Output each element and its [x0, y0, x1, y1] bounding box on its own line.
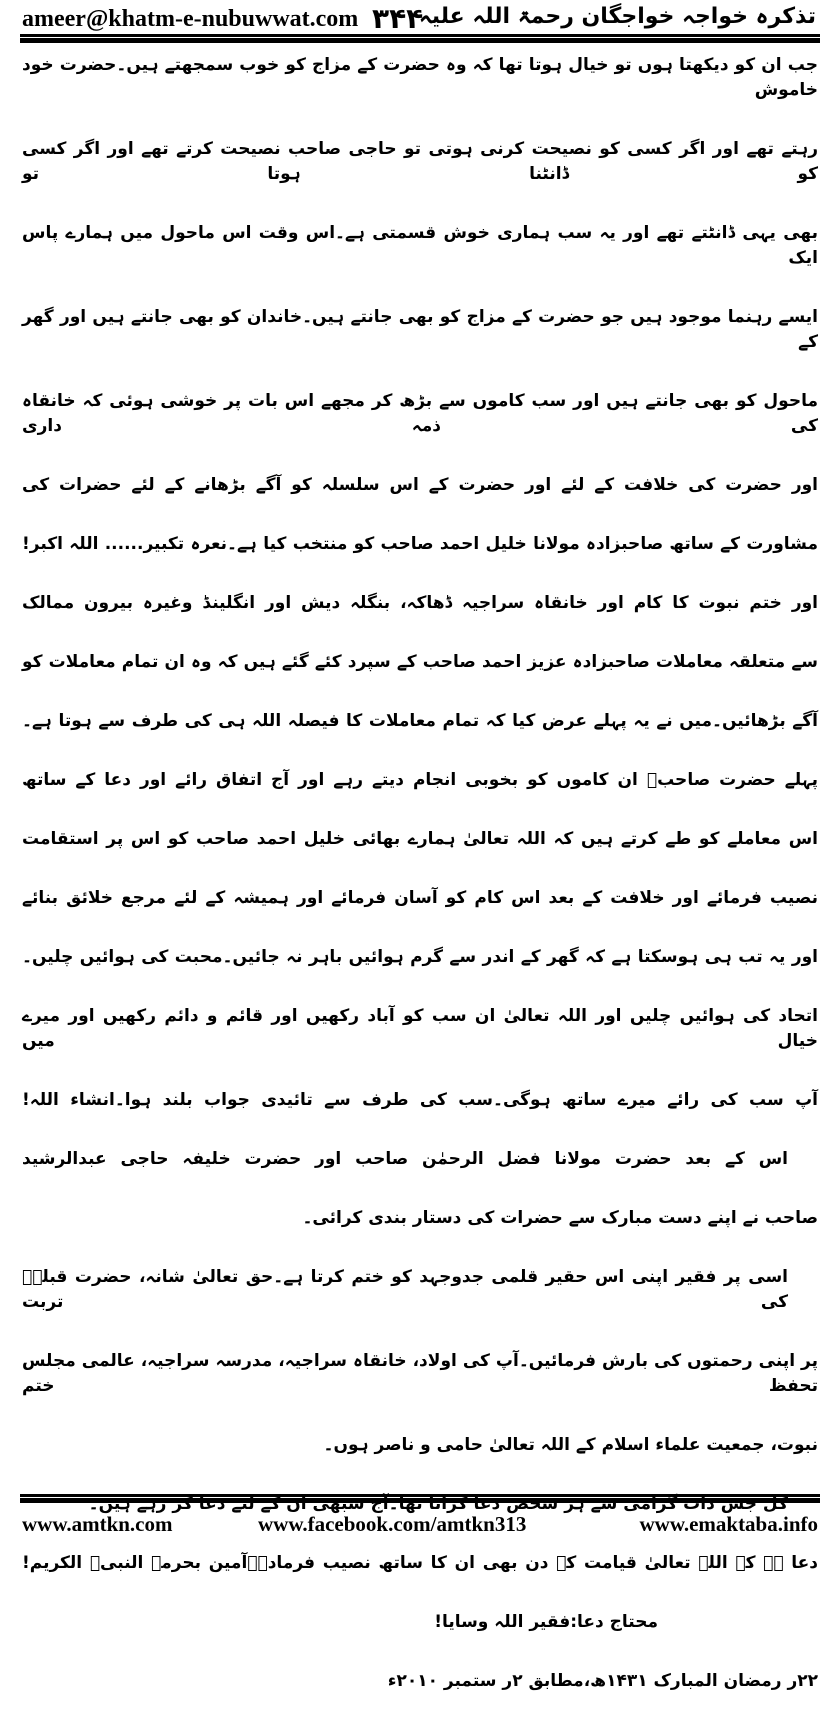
page-number: ۳۴۴	[372, 2, 424, 35]
text-line: اس معاملے کو طے کرتے ہیں کہ اللہ تعالیٰ ہمارے بھائی خلیل احمد صاحب کو اس پر استقامت	[22, 829, 818, 849]
header-email: ameer@khatm-e-nubuwwat.com	[22, 6, 359, 32]
footer-link-amtkn[interactable]: www.amtkn.com	[22, 1512, 173, 1536]
page-body	[22, 36, 818, 1711]
date-line: ۲۲ر رمضان المبارک ۱۴۳۱ھ،مطابق ۲ر ستمبر ۲۰۱۰ء	[387, 1671, 818, 1691]
footer-link-facebook[interactable]: www.facebook.com/amtkn313	[258, 1512, 527, 1536]
text-line: اور یہ تب ہی ہوسکتا ہے کہ گھر کے اندر سے گرم ہوائیں باہر نہ جائیں۔محبت کی ہوائیں چلیں۔	[22, 947, 818, 967]
text-line: اسی پر فقیر اپنی اس حقیر قلمی جدوجہد کو ختم کرتا ہے۔حق تعالیٰ شانہ، حضرت قبلہؒ کی تربت	[22, 1267, 788, 1312]
text-line: ماحول کو بھی جانتے ہیں اور سب کاموں سے بڑھ کر مجھے اس بات پر خوشی ہوئی کہ خانقاہ کی ذمہ داری	[22, 391, 818, 436]
text-line: اور ختم نبوت کا کام اور خانقاہ سراجیہ ڈھاکہ، بنگلہ دیش اور انگلینڈ وغیرہ بیرون ممالک	[22, 593, 818, 613]
text-line: اس کے بعد حضرت مولانا فضل الرحمٰن صاحب اور حضرت خلیفہ حاجی عبدالرشید	[22, 1149, 788, 1169]
book-title: تذکرہ خواجہ خواجگان رحمۃ اللہ علیہ	[418, 4, 816, 29]
footer-rule	[20, 1494, 820, 1503]
text-line: پر اپنی رحمتوں کی بارش فرمائیں۔آپ کی اولاد، خانقاہ سراجیہ، مدرسہ سراجیہ، عالمی مجلس تحفظ ختم	[22, 1351, 818, 1396]
text-line: بھی یہی ڈانٹتے تھے اور یہ سب ہماری خوش قسمتی ہے۔اس وقت اس ماحول میں ہمارے پاس ایک	[22, 223, 818, 268]
text-line: اتحاد کی ہوائیں چلیں اور اللہ تعالیٰ ان سب کو آباد رکھیں اور قائم و دائم رکھیں اور میرے خیال میں	[22, 1006, 818, 1051]
footer-link-emaktaba[interactable]: www.emaktaba.info	[639, 1512, 818, 1536]
text-line: سے متعلقہ معاملات صاحبزادہ عزیز احمد صاحب کے سپرد کئے گئے ہیں کہ وہ ان تمام معاملات کو	[22, 652, 818, 672]
text-line: جب ان کو دیکھتا ہوں تو خیال ہوتا تھا کہ وہ حضرت کے مزاج کو خوب سمجھتے ہیں۔حضرت خود خاموش	[22, 55, 818, 100]
text-line: آپ سب کی رائے میرے ساتھ ہوگی۔سب کی طرف سے تائیدی جواب بلند ہوا۔انشاء اللہ!	[22, 1090, 818, 1110]
text-line: پہلے حضرت صاحبؒ ان کاموں کو بخوبی انجام دیتے رہے اور آج اتفاق رائے اور دعا کے ساتھ	[22, 770, 818, 790]
text-line: آگے بڑھائیں۔میں نے یہ پہلے عرض کیا کہ تمام معاملات کا فیصلہ اللہ ہی کی طرف سے ہوتا ہے۔	[22, 711, 818, 731]
text-line: مشاورت کے ساتھ صاحبزادہ مولانا خلیل احمد صاحب کو منتخب کیا ہے۔نعرہ تکبیر...... اللہ اکبر!	[22, 534, 818, 554]
text-line: رہتے تھے اور اگر کسی کو نصیحت کرنی ہوتی تو حاجی صاحب نصیحت کرتے تھے اور اگر کسی کو ڈانٹنا ہوتا تو	[22, 139, 818, 184]
text-line: صاحب نے اپنے دست مبارک سے حضرات کی دستار بندی کرائی۔	[302, 1208, 818, 1228]
text-line: ایسے رہنما موجود ہیں جو حضرت کے مزاج کو بھی جانتے ہیں۔خاندان کو بھی جانتے ہیں اور گھر کے	[22, 307, 818, 352]
text-line: دعا ہے کہ اللہ تعالیٰ قیامت کے دن بھی ان کا ساتھ نصیب فرمادے۔آمین بحرمۃ النبیؐ الکریم!	[22, 1553, 818, 1573]
text-line: اور حضرت کی خلافت کے لئے اور حضرت کے اس سلسلہ کو آگے بڑھانے کے لئے حضرات کی	[22, 475, 818, 495]
text-line: نبوت، جمعیت علماء اسلام کے اللہ تعالیٰ حامی و ناصر ہوں۔	[323, 1435, 818, 1455]
text-line: نصیب فرمائے اور خلافت کے بعد اس کام کو آسان فرمائے اور ہمیشہ کے لئے مرجع خلائق بنائے	[22, 888, 818, 908]
signature-line: محتاج دعا:فقیر اللہ وسایا!	[434, 1612, 658, 1632]
text-line: کل جس ذات گرامی سے ہر شخص دعا کراتا تھا۔آج سبھی ان کے لئے دعا کر رہے ہیں۔	[88, 1494, 788, 1514]
